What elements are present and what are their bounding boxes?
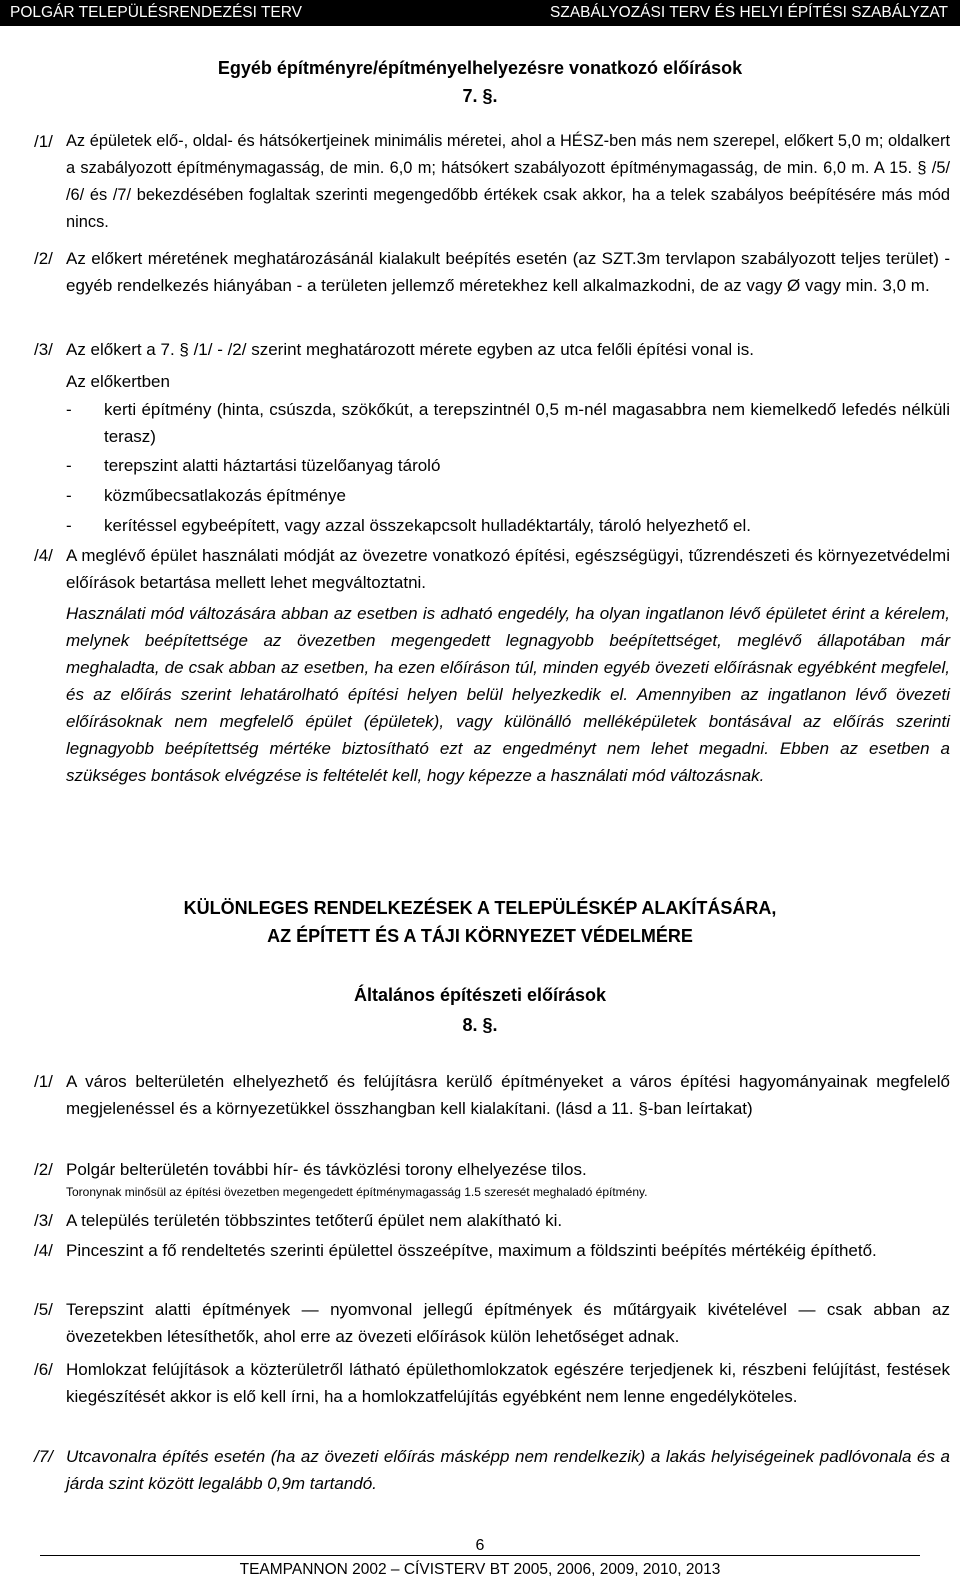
paragraph-text: Homlokzat felújítások a közterületről látható épülethomlokzatok egészére terjedjenek ki, részbeni felújítást, festések kiegészítését akkor is elő kell írni, ha a homlokzatfelújítás egyébként nem lenne engedélyköteles. [66, 1360, 950, 1406]
paragraph-text: Terepszint alatti építmények — nyomvonal jellegű építmények és műtárgyaik kivételével — csak abban az övezetekben létesíthetők, ahol erre az övezeti előírások külön lehetőséget adnak. [66, 1300, 950, 1346]
header-left: POLGÁR TELEPÜLÉSRENDEZÉSI TERV [10, 4, 303, 21]
bullet-dash: - [66, 400, 72, 419]
bullet-dash: - [66, 486, 72, 505]
paragraph-text: A település területén többszintes tetőterű épület nem alakítható ki. [66, 1211, 563, 1230]
paragraph-text: Az előkert méretének meghatározásánál kialakult beépítés esetén (az SZT.3m tervlapon szabályozott teljes terület) - egyéb rendelkezés hiányában - a területen jellemző méretekhez kell alkalmazkodni, de az vagy Ø vagy min. 3,0 m. [66, 249, 950, 295]
page-number: 6 [475, 1537, 485, 1554]
paragraph-text: Polgár belterületén további hír- és távközlési torony elhelyezése tilos. [66, 1160, 587, 1179]
paragraph-number: /5/ [34, 1300, 53, 1319]
chapter-title-line-2: AZ ÉPÍTETT ÉS A TÁJI KÖRNYEZET VÉDELMÉRE [267, 926, 693, 946]
bullet-item: kerítéssel egybeépített, vagy azzal összekapcsolt hulladéktartály, tároló helyezhető el. [104, 516, 751, 535]
bullet-item: közműbecsatlakozás építménye [104, 486, 346, 505]
paragraph-text: Utcavonalra építés esetén (ha az övezeti előírás másképp nem rendelkezik) a lakás helyiségeinek padlóvonala és a járda szint között legalább 0,9m tartandó. [66, 1447, 950, 1493]
paragraph-number: /2/ [34, 249, 53, 268]
chapter-title-line-1: KÜLÖNLEGES RENDELKEZÉSEK A TELEPÜLÉSKÉP ALAKÍTÁSÁRA, [183, 898, 777, 918]
paragraph-number: /4/ [34, 1241, 53, 1260]
paragraph-text: Pinceszint a fő rendeltetés szerinti épülettel összeépítve, maximum a földszinti beépítés mértékéig építhető. [66, 1241, 877, 1260]
paragraph-number: /4/ [34, 546, 53, 565]
section-8-title: Általános építészeti előírások [353, 985, 607, 1005]
paragraph-number: /2/ [34, 1160, 53, 1179]
bullet-dash: - [66, 516, 72, 535]
paragraph-number: /3/ [34, 1211, 53, 1230]
section-8-number: 8. §. [462, 1015, 498, 1035]
paragraph-number: /7/ [34, 1447, 53, 1466]
section-7-number: 7. §. [462, 86, 498, 106]
page-footer: TEAMPANNON 2002 – CÍVISTERV BT 2005, 2006, 2009, 2010, 2013 [239, 1561, 721, 1578]
paragraph-text: Az előkert a 7. § /1/ - /2/ szerint meghatározott mérete egyben az utca felőli építési vonal is. [66, 340, 754, 359]
bullet-dash: - [66, 456, 72, 475]
paragraph-number: /6/ [34, 1360, 53, 1379]
paragraph-number: /1/ [34, 1072, 53, 1091]
paragraph-intro: Az előkertben [66, 372, 170, 391]
bullet-item: terepszint alatti háztartási tüzelőanyag tároló [104, 456, 441, 475]
paragraph-text: Az épületek elő-, oldal- és hátsókertjeinek minimális méretei, ahol a HÉSZ-ben más nem szerepel, előkert 5,0 m; oldalkert a szabályozott építménymagasság, de min. 6,0 m; hátsókert szabályozott építménymagasság, de min. 6,0 m. A 15. § /5/ /6/ és /7/ bekezdésében foglaltak szerinti megengedőbb értékek csak akkor, ha a telek szabályos beépítésére más mód nincs. [66, 132, 950, 231]
paragraph-note: Toronynak minősül az építési övezetben megengedett építménymagasság 1.5 szeresét meghaladó építmény. [66, 1185, 648, 1199]
paragraph-text: A város belterületén elhelyezhető és felújításra kerülő építményeket a város építési hagyományainak megfelelő megjelenéssel és a környezetükkel összhangban kell kialakítani. (lásd a 11. §-ban leírtakat) [66, 1072, 950, 1118]
paragraph-number: /3/ [34, 340, 53, 359]
section-7-title: Egyéb építményre/építményelhelyezésre vonatkozó előírások [217, 58, 743, 78]
paragraph-text: A meglévő épület használati módját az övezetre vonatkozó építési, egészségügyi, tűzrendészeti és környezetvédelmi előírások betartása mellett lehet megváltoztatni. [66, 546, 950, 592]
bullet-item: kerti építmény (hinta, csúszda, szökőkút, a terepszintnél 0,5 m-nél magasabbra nem kiemelkedő lefedés nélküli terasz) [104, 400, 950, 446]
paragraph-number: /1/ [34, 132, 53, 151]
header-right: SZABÁLYOZÁSI TERV ÉS HELYI ÉPÍTÉSI SZABÁLYZAT [550, 4, 948, 21]
paragraph-italic-text: Használati mód változására abban az esetben is adható engedély, ha olyan ingatlanon lévő épületet érint a kérelem, melynek beépítettsége az övezetben megengedett legnagyobb beépítettséget, meglévő állapotában már meghaladta, de csak abban az esetben, ha ezen előíráson túl, minden egyéb övezeti előírásnak egyébként megfelel, és az előírás szerint lehatárolható építési helyen belül helyezkedik el. Amennyiben az ingatlanon lévő övezeti előírásoknak nem megfelelő épület (épületek), vagy különálló melléképületek bontásával az előírás szerinti legnagyobb beépítettség mértéke biztosítható ezt az engedményt nem lehet megadni. Ebben az esetben a szükséges bontások elvégzése is feltételét kell, hogy képezze a használati mód változásnak. [66, 604, 950, 785]
footer-divider [40, 1555, 920, 1556]
